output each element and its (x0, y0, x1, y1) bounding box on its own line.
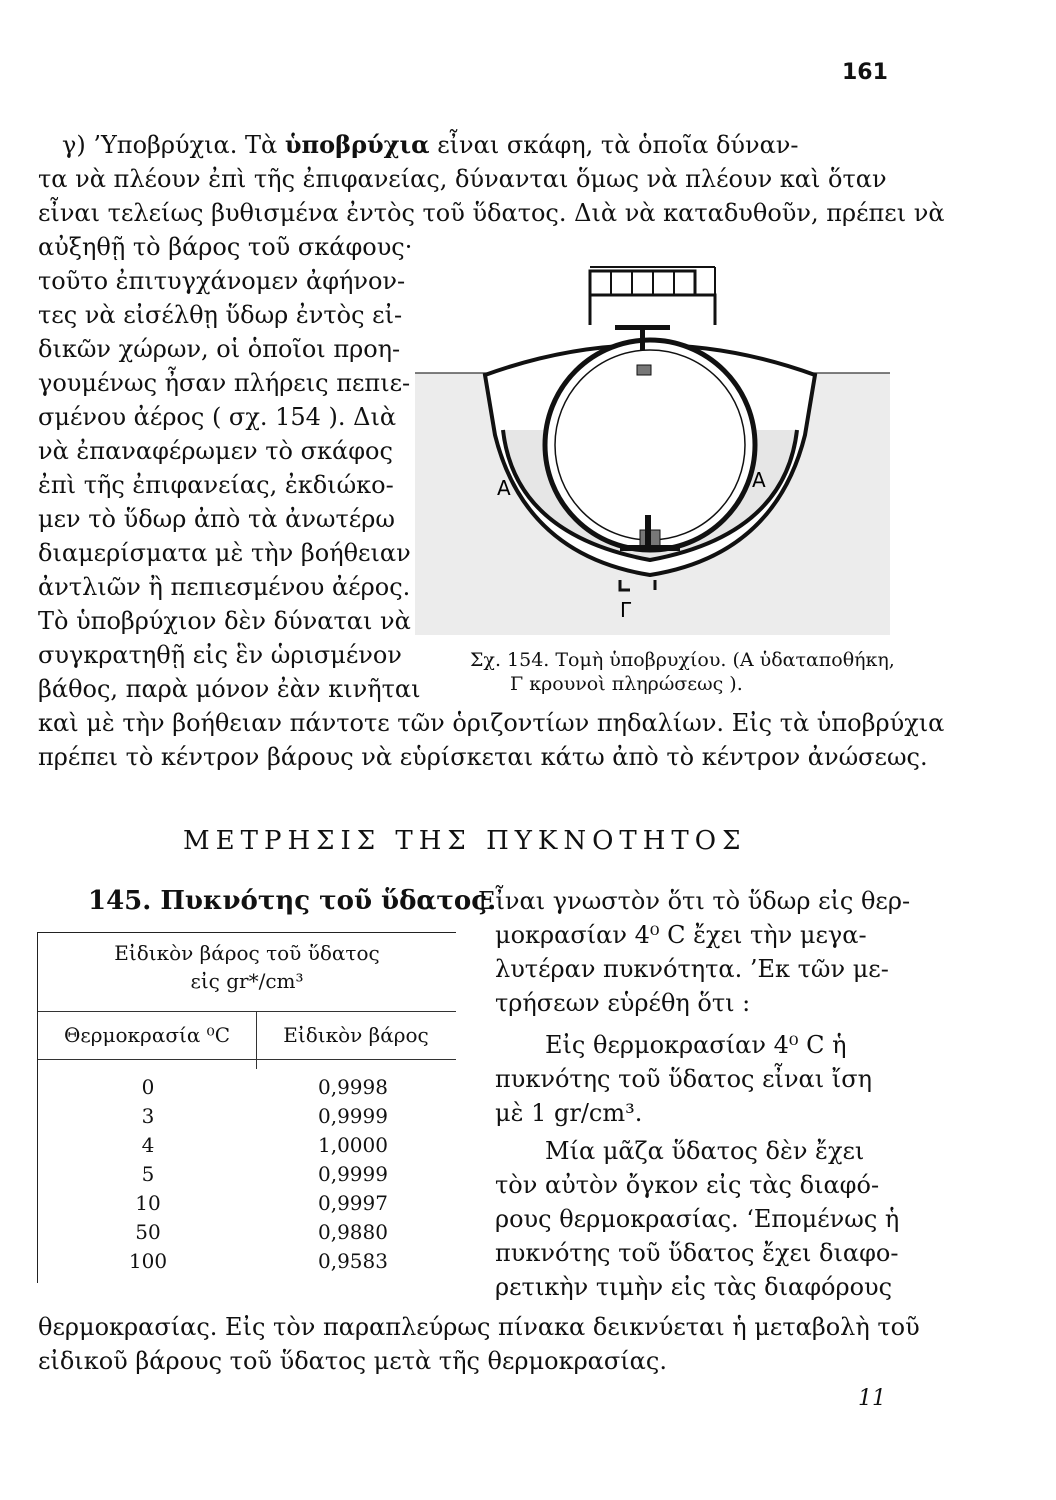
section-heading: ΜΕΤΡΗΣΙΣ ΤΗΣ ΠΥΚΝΟΤΗΤΟΣ (183, 826, 747, 856)
section-c-first-line (62, 130, 798, 160)
table-cell-value: 0,9880 (318, 1220, 388, 1244)
body-line: Τὸ ὑποβρύχιον δὲν δύναται νὰ (38, 607, 411, 635)
table-cell-temp: 0 (141, 1075, 155, 1099)
body-line: νὰ ἐπαναφέρωμεν τὸ σκάφος (38, 437, 393, 465)
right-line: μοκρασίαν 4⁰ C ἔχει τὴν μεγα- (495, 921, 867, 949)
right-line: πυκνότης τοῦ ὕδατος ἔχει διαφο- (495, 1239, 899, 1267)
table-cell-temp: 5 (141, 1162, 155, 1186)
right-line: πυκνότης τοῦ ὕδατος εἶναι ἴση (495, 1065, 872, 1093)
right-line: λυτέραν πυκνότητα. ’Εκ τῶν με- (495, 955, 889, 983)
right-line: Εἶναι γνωστὸν ὅτι τὸ ὕδωρ εἰς θερ- (478, 887, 911, 915)
body-line: αὐξηθῇ τὸ βάρος τοῦ σκάφους· (38, 233, 413, 261)
table-cell-temp: 10 (135, 1191, 161, 1215)
table-title-line2: εἰς gr*/cm³ (190, 969, 304, 993)
right-line: τρήσεων εὑρέθη ὅτι : (495, 989, 751, 1017)
table-body-divider (38, 1059, 456, 1060)
right-line: ρους θερμοκρασίας. ‘Επομένως ἡ (495, 1205, 900, 1233)
submarine-section-figure (415, 245, 890, 635)
body-line: δικῶν χώρων, οἱ ὁποῖοι προη- (38, 335, 401, 363)
table-cell-value: 1,0000 (318, 1133, 388, 1157)
body-line: ἐπὶ τῆς ἐπιφανείας, ἐκδιώκο- (38, 471, 394, 499)
section-c-text-a: Τὰ (245, 131, 278, 159)
body-line: καὶ μὲ τὴν βοήθειαν πάντοτε τῶν ὁριζοντίων πηδαλίων. Εἰς τὰ ὑποβρύχια (38, 709, 945, 737)
table-header-divider (38, 1011, 456, 1012)
right-line: τὸν αὐτὸν ὄγκον εἰς τὰς διαφό- (495, 1171, 880, 1199)
figure-label-a-right: A (752, 468, 766, 492)
table-col2-header: Εἰδικὸν βάρος (283, 1023, 429, 1047)
figure-label-a-left: A (497, 476, 511, 500)
table-cell-temp: 100 (128, 1249, 168, 1273)
conning-tower (590, 295, 715, 325)
body-line: μεν τὸ ὕδωρ ἀπὸ τὰ ἀνωτέρω (38, 505, 395, 533)
table-cell-temp: 3 (141, 1104, 155, 1128)
body-line: τοῦτο ἐπιτυγχάνομεν ἀφήνον- (38, 267, 406, 295)
table-col1-header: Θερμοκρασία ⁰C (64, 1023, 230, 1047)
page-number: 161 (842, 60, 888, 85)
figure-label-g: Γ (620, 598, 632, 622)
body-line: σμένου ἀέρος ( σχ. 154 ). Διὰ (38, 403, 397, 431)
right-line: Εἰς θερμοκρασίαν 4⁰ C ἡ (545, 1031, 847, 1059)
section-c-bold-term: ὑποβρύχια (284, 130, 430, 159)
figure-caption-line2: Γ κρουνοὶ πληρώσεως ). (510, 673, 743, 695)
table-cell-value: 0,9999 (318, 1104, 388, 1128)
body-line: πρέπει τὸ κέντρον βάρους νὰ εὑρίσκεται κάτω ἀπὸ τὸ κέντρον ἀνώσεως. (38, 743, 928, 771)
table-cell-temp: 4 (141, 1133, 155, 1157)
table-cell-value: 0,9583 (318, 1249, 388, 1273)
density-table (37, 932, 456, 1283)
body-line: τα νὰ πλέουν ἐπὶ τῆς ἐπιφανείας, δύνανται ὅμως νὰ πλέουν καὶ ὅταν (38, 165, 887, 193)
body-line: εἰδικοῦ βάρους τοῦ ὕδατος μετὰ τῆς θερμοκρασίας. (38, 1347, 667, 1375)
body-line: βάθος, παρὰ μόνον ἐὰν κινῆται (38, 675, 421, 703)
section-145-title: 145. Πυκνότης τοῦ ὕδατος. (88, 886, 497, 916)
table-cell-value: 0,9998 (318, 1075, 388, 1099)
body-line: συγκρατηθῇ εἰς ἓν ὡρισμένον (38, 641, 402, 669)
body-line: εἶναι τελείως βυθισμένα ἐντὸς τοῦ ὕδατος. Διὰ νὰ καταδυθοῦν, πρέπει νὰ (38, 199, 945, 227)
section-c-text-b: εἶναι σκάφη, τὰ ὁποῖα δύναν- (437, 131, 799, 159)
signature-mark: 11 (858, 1386, 886, 1411)
right-line: μὲ 1 gr/cm³. (495, 1099, 643, 1127)
body-line: γουμένως ἦσαν πλήρεις πεπιε- (38, 369, 411, 397)
section-c-label: γ) ’Υποβρύχια. (62, 131, 238, 159)
table-cell-value: 0,9999 (318, 1162, 388, 1186)
right-line: ρετικὴν τιμὴν εἰς τὰς διαφόρους (495, 1273, 893, 1301)
right-line: Μία μᾶζα ὕδατος δὲν ἔχει (545, 1137, 865, 1165)
body-line: ἀντλιῶν ἢ πεπιεσμένου ἀέρος. (38, 573, 411, 601)
table-title-line1: Εἰδικὸν βάρος τοῦ ὕδατος (114, 941, 380, 965)
body-line: τες νὰ εἰσέλθῃ ὕδωρ ἐντὸς εἰ- (38, 301, 403, 329)
figure-caption-line1: Σχ. 154. Τομὴ ὑποβρυχίου. (Α ὑδαταποθήκη, (470, 649, 895, 671)
body-line: θερμοκρασίας. Εἰς τὸν παραπλεύρως πίνακα δεικνύεται ἡ μεταβολὴ τοῦ (38, 1313, 920, 1341)
table-cell-value: 0,9997 (318, 1191, 388, 1215)
table-cell-temp: 50 (135, 1220, 161, 1244)
body-line: διαμερίσματα μὲ τὴν βοήθειαν (38, 539, 411, 567)
